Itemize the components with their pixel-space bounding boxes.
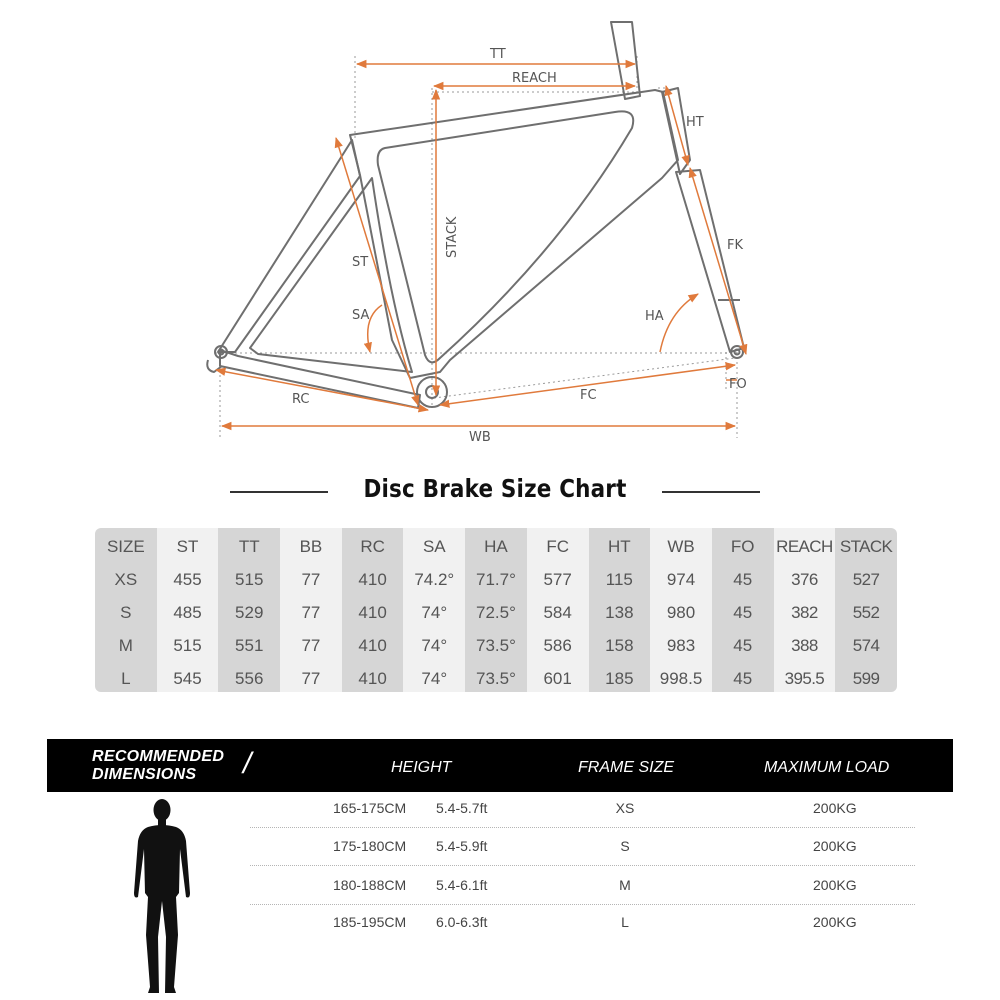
column-bb xyxy=(280,528,342,692)
label-fc: FC xyxy=(580,388,597,403)
size-table xyxy=(95,528,897,692)
table-cell: 71.7° xyxy=(476,570,516,589)
height-ft: 5.4-5.9ft xyxy=(436,838,488,854)
column-size xyxy=(95,528,157,692)
frame-size: L xyxy=(621,914,629,930)
table-cell: 388 xyxy=(791,636,818,655)
table-cell: 974 xyxy=(666,570,696,589)
label-ht: HT xyxy=(686,115,704,130)
recommended-title xyxy=(92,748,224,784)
label-stack: STACK xyxy=(445,216,460,258)
recommended-title-line1: RECOMMENDED xyxy=(92,748,225,765)
table-cell: 77 xyxy=(301,603,321,622)
column-ha xyxy=(465,528,527,692)
table-cell: 545 xyxy=(173,669,202,688)
table-cell: 77 xyxy=(301,636,321,655)
frame-size: XS xyxy=(615,800,635,816)
table-cell: 586 xyxy=(543,636,572,655)
label-st: ST xyxy=(352,255,369,270)
label-sa: SA xyxy=(352,308,370,323)
column-header: STACK xyxy=(839,537,893,556)
table-cell: 574 xyxy=(852,636,880,655)
page-title: Disc Brake Size Chart xyxy=(363,474,627,503)
table-cell: 980 xyxy=(666,603,696,622)
header-frame-size: FRAME SIZE xyxy=(578,759,675,776)
column-sa xyxy=(403,528,465,692)
table-cell: 138 xyxy=(605,603,634,622)
label-rc: RC xyxy=(292,392,310,407)
table-cell: 410 xyxy=(358,570,387,589)
column-header: ST xyxy=(176,537,199,556)
table-cell: 72.5° xyxy=(476,603,516,622)
column-reach xyxy=(774,528,836,692)
table-cell: 73.5° xyxy=(476,636,516,655)
column-header: FO xyxy=(730,537,755,556)
max-load: 200KG xyxy=(813,914,857,930)
table-cell: 185 xyxy=(605,669,634,688)
recommended-title-line2: DIMENSIONS xyxy=(92,766,197,783)
frame-geometry-diagram xyxy=(0,0,1000,460)
table-cell: 410 xyxy=(358,669,387,688)
title-rule-right xyxy=(662,491,760,493)
label-ha: HA xyxy=(645,309,664,324)
height-cm: 180-188CM xyxy=(333,877,407,893)
table-cell: 45 xyxy=(733,636,753,655)
table-cell: L xyxy=(121,669,131,688)
table-cell: 45 xyxy=(733,603,753,622)
header-max-load: MAXIMUM LOAD xyxy=(764,759,890,776)
table-cell: 115 xyxy=(605,570,633,589)
height-ft: 5.4-5.7ft xyxy=(436,800,488,816)
size-chart-heading xyxy=(230,472,760,512)
table-cell: 45 xyxy=(733,669,753,688)
column-wb xyxy=(650,528,712,692)
row-divider xyxy=(250,904,915,905)
column-header: HT xyxy=(608,537,631,556)
table-cell: 77 xyxy=(301,669,321,688)
table-cell: 515 xyxy=(235,570,264,589)
table-cell: 455 xyxy=(173,570,202,589)
column-header: SIZE xyxy=(106,537,145,556)
person-silhouette-icon xyxy=(128,797,196,993)
table-cell: 74° xyxy=(421,669,448,688)
table-cell: 74.2° xyxy=(414,570,455,589)
label-reach: REACH xyxy=(512,71,557,86)
table-cell: 376 xyxy=(791,570,818,589)
slash-divider: / xyxy=(243,747,252,780)
table-cell: 601 xyxy=(543,669,572,688)
table-cell: 158 xyxy=(605,636,634,655)
column-ht xyxy=(589,528,651,692)
row-divider xyxy=(250,865,915,866)
table-cell: 527 xyxy=(852,570,880,589)
table-cell: 552 xyxy=(852,603,880,622)
column-header: RC xyxy=(360,537,385,556)
bike-frame xyxy=(207,22,744,408)
frame-size: S xyxy=(620,838,630,854)
column-rc xyxy=(342,528,404,692)
table-cell: 77 xyxy=(301,570,321,589)
table-cell: 485 xyxy=(173,603,202,622)
max-load: 200KG xyxy=(813,877,857,893)
table-cell: 410 xyxy=(358,603,387,622)
column-st xyxy=(157,528,219,692)
header-height: HEIGHT xyxy=(391,759,452,776)
dimension-lines xyxy=(216,64,746,426)
height-cm: 175-180CM xyxy=(333,838,407,854)
table-cell: 556 xyxy=(235,669,264,688)
column-header: FC xyxy=(546,537,569,556)
table-cell: 551 xyxy=(235,636,264,655)
frame-size: M xyxy=(619,877,631,893)
table-cell: 45 xyxy=(733,570,753,589)
table-cell: 74° xyxy=(421,636,448,655)
table-cell: 74° xyxy=(421,603,448,622)
height-ft: 5.4-6.1ft xyxy=(436,877,488,893)
table-cell: 395.5 xyxy=(784,669,825,688)
max-load: 200KG xyxy=(813,800,857,816)
column-header: REACH xyxy=(776,537,833,556)
table-cell: 584 xyxy=(543,603,572,622)
column-header: WB xyxy=(667,537,695,556)
column-tt xyxy=(218,528,280,692)
table-cell: S xyxy=(120,603,132,622)
label-fo: FO xyxy=(729,377,747,392)
label-fk: FK xyxy=(727,238,744,253)
table-cell: 599 xyxy=(852,669,880,688)
column-header: SA xyxy=(422,537,446,556)
column-stack xyxy=(835,528,897,692)
table-cell: 577 xyxy=(543,570,572,589)
column-header: HA xyxy=(484,537,508,556)
height-cm: 185-195CM xyxy=(333,914,407,930)
table-cell: 529 xyxy=(235,603,264,622)
table-cell: 983 xyxy=(666,636,696,655)
column-fo xyxy=(712,528,774,692)
table-cell: XS xyxy=(114,570,138,589)
row-divider xyxy=(250,827,915,828)
max-load: 200KG xyxy=(813,838,857,854)
height-ft: 6.0-6.3ft xyxy=(436,914,488,930)
column-fc xyxy=(527,528,589,692)
label-tt: TT xyxy=(490,47,506,62)
table-cell: 73.5° xyxy=(476,669,516,688)
table-cell: 410 xyxy=(358,636,387,655)
column-header: TT xyxy=(238,537,260,556)
recommended-header-bar xyxy=(47,739,953,792)
height-cm: 165-175CM xyxy=(333,800,407,816)
table-cell: M xyxy=(118,636,133,655)
label-wb: WB xyxy=(469,430,491,445)
table-cell: 998.5 xyxy=(659,669,703,688)
table-cell: 382 xyxy=(791,603,818,622)
table-cell: 515 xyxy=(173,636,202,655)
column-header: BB xyxy=(299,537,323,556)
